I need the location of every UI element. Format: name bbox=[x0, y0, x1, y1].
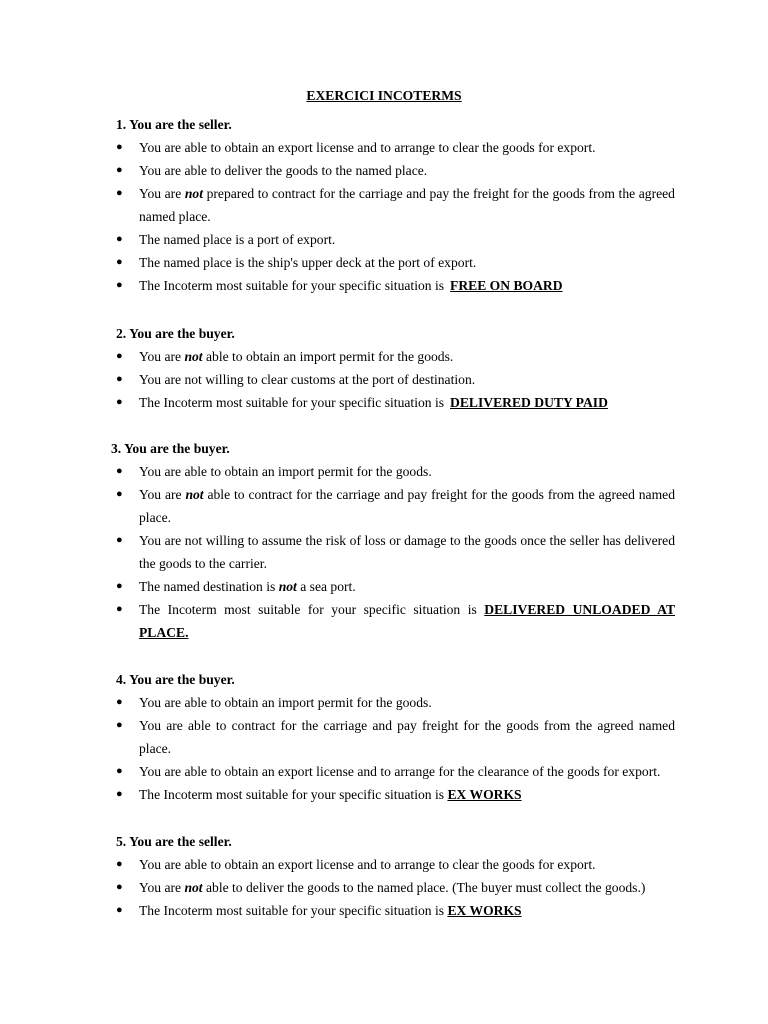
bullet-icon: ● bbox=[116, 719, 123, 731]
answer-text: DELIVERED DUTY PAID bbox=[450, 395, 608, 410]
emphasis-not: not bbox=[278, 579, 297, 594]
bullet-icon: ● bbox=[116, 373, 123, 385]
exercise-1 bbox=[0, 113, 768, 297]
list-item: ● You are not able to deliver the goods to the named place. (The buyer must collect the goods.) bbox=[0, 876, 675, 899]
emphasis-not: not bbox=[184, 349, 203, 364]
emphasis-not: not bbox=[185, 487, 204, 502]
exercise-heading: 5. You are the seller. bbox=[116, 834, 232, 849]
bullet-icon: ● bbox=[116, 765, 123, 777]
document-title: EXERCICI INCOTERMS bbox=[306, 88, 462, 103]
list-item: ● You are not willing to assume the risk of loss or damage to the goods once the seller has delivered the goods to the carrier. bbox=[0, 529, 675, 575]
list-item: ● You are able to obtain an export license and to arrange to clear the goods for export. bbox=[0, 136, 675, 159]
answer-text: FREE ON BOARD bbox=[450, 278, 563, 293]
list-item: ● The named place is the ship's upper deck at the port of export. bbox=[0, 251, 675, 274]
bullet-icon: ● bbox=[116, 187, 123, 199]
bullet-list bbox=[0, 345, 768, 414]
list-item: ● You are able to obtain an import permit for the goods. bbox=[0, 691, 675, 714]
exercise-heading: 2. You are the buyer. bbox=[116, 326, 235, 341]
bullet-icon: ● bbox=[116, 488, 123, 500]
exercise-3 bbox=[0, 437, 768, 644]
bullet-list bbox=[0, 691, 768, 806]
list-item: ● The named destination is not a sea port. bbox=[0, 575, 675, 598]
list-item: ● You are able to obtain an export license and to arrange to clear the goods for export. bbox=[0, 853, 675, 876]
emphasis-not: not bbox=[184, 186, 203, 201]
list-item: ● You are not prepared to contract for the carriage and pay the freight for the goods from the agreed named place. bbox=[0, 182, 675, 228]
list-item: ● You are able to obtain an export license and to arrange for the clearance of the goods for export. bbox=[0, 760, 675, 783]
exercise-heading: 3. You are the buyer. bbox=[111, 441, 230, 456]
bullet-icon: ● bbox=[116, 534, 123, 546]
list-item: ● You are not able to obtain an import permit for the goods. bbox=[0, 345, 675, 368]
bullet-icon: ● bbox=[116, 881, 123, 893]
bullet-list bbox=[0, 853, 768, 922]
answer-item: ● The Incoterm most suitable for your specific situation is DELIVERED DUTY PAID bbox=[0, 391, 675, 414]
answer-item: ● The Incoterm most suitable for your specific situation is DELIVERED UNLOADED AT PLACE. bbox=[0, 598, 675, 644]
emphasis-not: not bbox=[184, 880, 203, 895]
list-item: ● You are able to contract for the carriage and pay freight for the goods from the agreed named place. bbox=[0, 714, 675, 760]
bullet-icon: ● bbox=[116, 603, 123, 615]
bullet-icon: ● bbox=[116, 164, 123, 176]
bullet-list bbox=[0, 136, 768, 297]
bullet-icon: ● bbox=[116, 580, 123, 592]
answer-text: EX WORKS bbox=[447, 903, 522, 918]
bullet-icon: ● bbox=[116, 141, 123, 153]
bullet-icon: ● bbox=[116, 465, 123, 477]
bullet-icon: ● bbox=[116, 858, 123, 870]
list-item: ● You are able to obtain an import permit for the goods. bbox=[0, 460, 675, 483]
bullet-icon: ● bbox=[116, 396, 123, 408]
list-item: ● The named place is a port of export. bbox=[0, 228, 675, 251]
bullet-icon: ● bbox=[116, 350, 123, 362]
exercise-heading: 4. You are the buyer. bbox=[116, 672, 235, 687]
bullet-icon: ● bbox=[116, 233, 123, 245]
answer-item: ● The Incoterm most suitable for your specific situation is FREE ON BOARD bbox=[0, 274, 675, 297]
exercise-4 bbox=[0, 668, 768, 806]
exercise-heading: 1. You are the seller. bbox=[116, 117, 232, 132]
answer-item: ● The Incoterm most suitable for your specific situation is EX WORKS bbox=[0, 899, 675, 922]
answer-text: DELIVERED UNLOADED AT PLACE. bbox=[139, 602, 676, 640]
exercise-2 bbox=[0, 322, 768, 414]
answer-item: ● The Incoterm most suitable for your specific situation is EX WORKS bbox=[0, 783, 675, 806]
list-item: ● You are able to deliver the goods to the named place. bbox=[0, 159, 675, 182]
bullet-list bbox=[0, 460, 768, 644]
list-item: ● You are not willing to clear customs at the port of destination. bbox=[0, 368, 675, 391]
bullet-icon: ● bbox=[116, 696, 123, 708]
answer-text: EX WORKS bbox=[447, 787, 522, 802]
list-item: ● You are not able to contract for the carriage and pay freight for the goods from the agreed named place. bbox=[0, 483, 675, 529]
exercise-5 bbox=[0, 830, 768, 922]
bullet-icon: ● bbox=[116, 256, 123, 268]
bullet-icon: ● bbox=[116, 279, 123, 291]
bullet-icon: ● bbox=[116, 904, 123, 916]
bullet-icon: ● bbox=[116, 788, 123, 800]
